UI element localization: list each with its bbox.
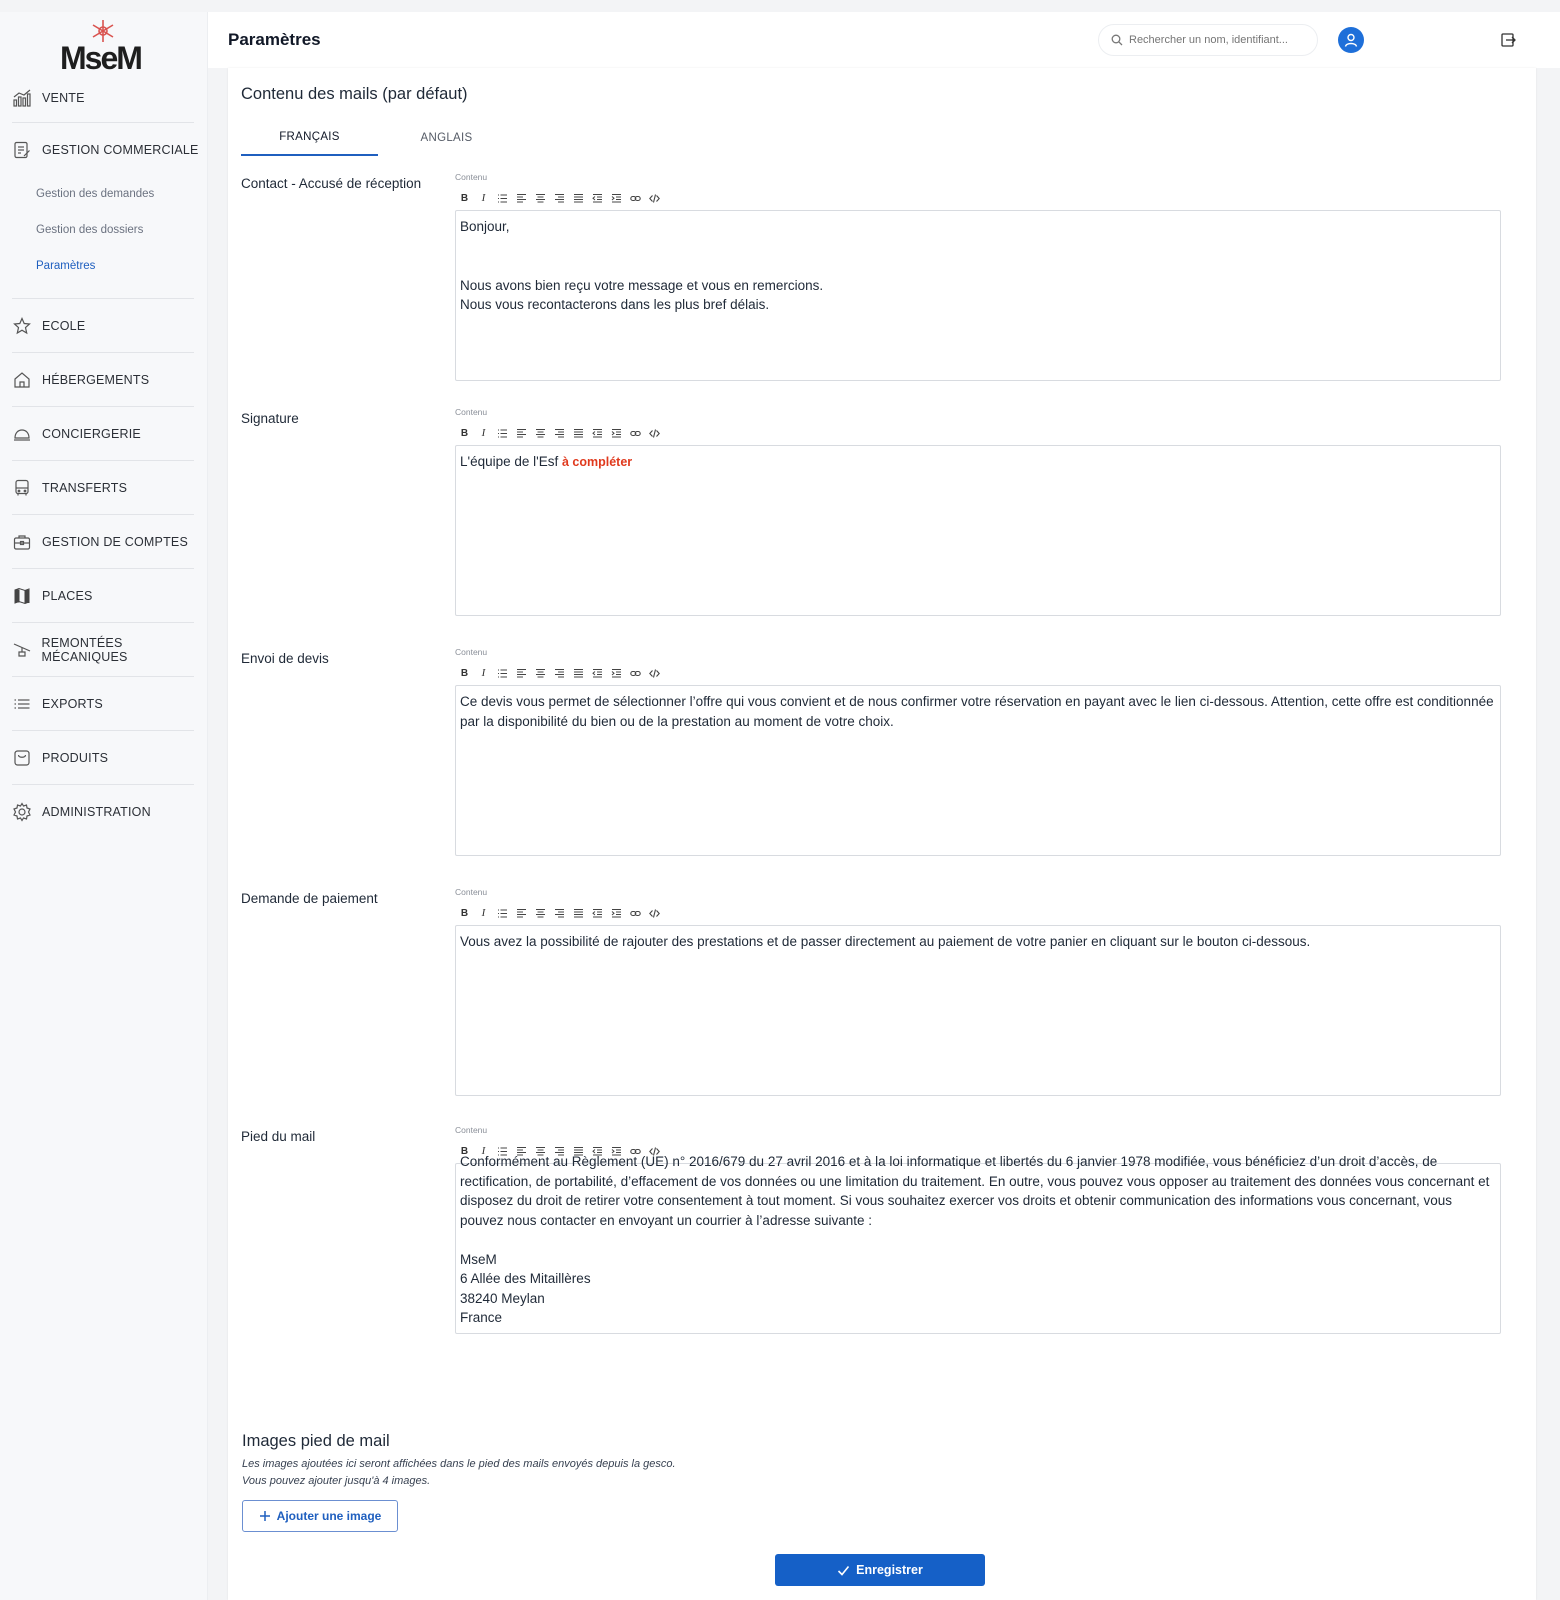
- align-justify-button[interactable]: [569, 665, 588, 681]
- gear-icon: [12, 802, 32, 822]
- home-icon: [12, 370, 32, 390]
- indent-icon: [611, 908, 622, 919]
- link-button[interactable]: [626, 425, 645, 441]
- nav-label: REMONTÉES MÉCANIQUES: [41, 635, 128, 664]
- field-label: Demande de paiement: [241, 891, 378, 906]
- star-icon: [12, 316, 32, 336]
- bold-button[interactable]: B: [460, 907, 469, 919]
- editor-line: Conformément au Règlement (UE) n° 2016/679 du 27 avril 2016 et à la loi informatique et libertés du 6 janvier 1978 modifiée, vous bénéficiez d’un droit d’accès, de: [460, 1154, 1438, 1169]
- list-icon: [12, 694, 32, 714]
- code-icon: [649, 668, 660, 679]
- nav-item-ecole[interactable]: [0, 299, 208, 352]
- code-icon: [649, 193, 660, 204]
- map-icon: [12, 586, 32, 606]
- link-button[interactable]: [626, 905, 645, 921]
- align-left-icon: [516, 428, 527, 439]
- italic-button[interactable]: I: [481, 907, 486, 919]
- sub-item-parametres[interactable]: Paramètres: [36, 260, 96, 272]
- align-justify-icon: [573, 668, 584, 679]
- editor-line: France: [460, 1310, 503, 1325]
- main-panel: [228, 68, 1536, 1600]
- editor-caption: Contenu: [455, 647, 488, 657]
- link-icon: [630, 668, 641, 679]
- editor-line: Nous vous recontacterons dans les plus bref délais.: [460, 297, 770, 312]
- sub-item-gestion-dossiers[interactable]: Gestion des dossiers: [36, 224, 144, 236]
- outdent-icon: [592, 193, 603, 204]
- outdent-button[interactable]: [588, 665, 607, 681]
- images-desc-line: Les images ajoutées ici seront affichées dans le pied des mails envoyés depuis la gesco.: [242, 1458, 676, 1470]
- editor-line: Bonjour,: [460, 219, 510, 234]
- outdent-button[interactable]: [588, 425, 607, 441]
- indent-button[interactable]: [607, 665, 626, 681]
- bold-button[interactable]: B: [460, 192, 469, 204]
- align-justify-icon: [573, 193, 584, 204]
- nav-label: GESTION COMMERCIALE: [42, 142, 199, 157]
- align-center-button[interactable]: [531, 665, 550, 681]
- search-box[interactable]: [1098, 24, 1318, 56]
- nav-label: EXPORTS: [42, 696, 103, 711]
- bold-button[interactable]: B: [460, 1145, 469, 1157]
- indent-icon: [611, 428, 622, 439]
- code-icon: [649, 428, 660, 439]
- align-right-button[interactable]: [550, 905, 569, 921]
- editor-signature[interactable]: [455, 445, 1501, 616]
- nav-label: CONCIERGERIE: [42, 426, 141, 441]
- align-left-icon: [516, 668, 527, 679]
- editor-pied[interactable]: [455, 1154, 1501, 1334]
- bullet-list-icon: [497, 193, 508, 204]
- nav-label: HÉBERGEMENTS: [42, 372, 150, 387]
- align-left-button[interactable]: [512, 665, 531, 681]
- link-icon: [630, 428, 641, 439]
- field-label: Envoi de devis: [241, 651, 329, 666]
- align-right-icon: [554, 428, 565, 439]
- user-icon: [1343, 32, 1359, 48]
- outdent-icon: [592, 428, 603, 439]
- nav-item-administration[interactable]: [0, 785, 208, 838]
- document-edit-icon: [12, 140, 32, 160]
- align-right-icon: [554, 668, 565, 679]
- save-label: Enregistrer: [856, 1563, 923, 1577]
- align-right-icon: [554, 908, 565, 919]
- shopping-bag-icon: [12, 748, 32, 768]
- align-right-button[interactable]: [550, 425, 569, 441]
- logo[interactable]: [60, 18, 150, 74]
- align-center-icon: [535, 668, 546, 679]
- section-title: Contenu des mails (par défaut): [241, 85, 468, 103]
- nav-label: VENTE: [42, 91, 85, 105]
- align-center-button[interactable]: [531, 905, 550, 921]
- outdent-button[interactable]: [588, 905, 607, 921]
- editor-line: 6 Allée des Mitaillères: [460, 1271, 591, 1286]
- logo-text: MseM: [60, 40, 141, 76]
- field-label: Contact - Accusé de réception: [241, 176, 422, 191]
- code-button[interactable]: [645, 190, 664, 206]
- editor-caption: Contenu: [455, 887, 488, 897]
- nav-item-remontees[interactable]: [0, 623, 208, 676]
- field-label: Pied du mail: [241, 1129, 316, 1144]
- plus-icon: [259, 1510, 271, 1522]
- bullet-list-icon: [497, 428, 508, 439]
- nav-item-conciergerie[interactable]: [0, 407, 208, 460]
- sub-item-gestion-demandes[interactable]: Gestion des demandes: [36, 188, 155, 200]
- align-left-icon: [516, 908, 527, 919]
- align-right-button[interactable]: [550, 190, 569, 206]
- editor-toolbar: [455, 425, 664, 441]
- editor-paiement[interactable]: [455, 925, 1501, 1096]
- align-right-icon: [554, 193, 565, 204]
- nav-label: PLACES: [42, 588, 93, 603]
- nav-item-transferts[interactable]: [0, 461, 208, 514]
- link-icon: [630, 908, 641, 919]
- service-bell-icon: [12, 424, 32, 444]
- list-button[interactable]: [493, 665, 512, 681]
- nav-label: PRODUITS: [42, 750, 109, 765]
- indent-button[interactable]: [607, 905, 626, 921]
- editor-caption: Contenu: [455, 407, 488, 417]
- editor-text: L'équipe de l'Esf: [460, 454, 559, 469]
- editor-line: MseM: [460, 1251, 497, 1267]
- images-section-title: Images pied de mail: [242, 1432, 390, 1450]
- align-center-icon: [535, 193, 546, 204]
- editor-contact[interactable]: [455, 210, 1501, 381]
- add-image-button[interactable]: [242, 1500, 398, 1532]
- search-input[interactable]: [1129, 34, 1309, 46]
- tab-anglais[interactable]: ANGLAIS: [420, 132, 473, 144]
- nav-label: ECOLE: [42, 318, 86, 333]
- user-avatar[interactable]: [1338, 27, 1364, 53]
- language-tabs: [241, 120, 515, 156]
- nav-item-gestion-commerciale[interactable]: [0, 123, 208, 176]
- ski-lift-icon: [12, 640, 32, 660]
- page-title: Paramètres: [228, 30, 321, 49]
- images-description: [242, 1456, 676, 1490]
- nav-label: GESTION DE COMPTES: [42, 534, 188, 549]
- italic-button[interactable]: I: [481, 667, 486, 679]
- editor-line: Nous avons bien reçu votre message et vous en remercions.: [460, 277, 824, 293]
- outdent-icon: [592, 908, 603, 919]
- list-button[interactable]: [493, 905, 512, 921]
- editor-line: 38240 Meylan: [460, 1290, 545, 1306]
- italic-button[interactable]: I: [481, 192, 486, 204]
- editor-text: Vous avez la possibilité de rajouter des prestations et de passer directement au paiement de votre panier en cliquant sur le bouton ci-dessous.: [460, 934, 1311, 949]
- bullet-list-icon: [497, 668, 508, 679]
- bus-icon: [12, 478, 32, 498]
- add-image-label: Ajouter une image: [276, 1509, 382, 1523]
- nav-item-exports[interactable]: [0, 677, 208, 730]
- editor-caption: Contenu: [455, 1125, 488, 1135]
- logout-icon[interactable]: [1500, 32, 1516, 48]
- nav-item-produits[interactable]: [0, 731, 208, 784]
- outdent-icon: [592, 668, 603, 679]
- nav-item-hebergements[interactable]: [0, 353, 208, 406]
- check-icon: [837, 1564, 850, 1577]
- italic-button[interactable]: I: [481, 1145, 486, 1157]
- placeholder-highlight: à compléter: [562, 455, 633, 469]
- outdent-button[interactable]: [588, 190, 607, 206]
- align-justify-button[interactable]: [569, 905, 588, 921]
- indent-button[interactable]: [607, 190, 626, 206]
- list-button[interactable]: [493, 190, 512, 206]
- link-icon: [630, 193, 641, 204]
- briefcase-icon: [12, 532, 32, 552]
- nav-item-places[interactable]: [0, 569, 208, 622]
- editor-caption: Contenu: [455, 172, 488, 182]
- align-left-button[interactable]: [512, 905, 531, 921]
- code-button[interactable]: [645, 425, 664, 441]
- code-button[interactable]: [645, 665, 664, 681]
- nav-item-gestion-comptes[interactable]: [0, 515, 208, 568]
- align-left-button[interactable]: [512, 425, 531, 441]
- bold-button[interactable]: B: [460, 667, 469, 679]
- nav-label: TRANSFERTS: [42, 480, 128, 495]
- sidebar: [0, 12, 208, 1600]
- indent-icon: [611, 193, 622, 204]
- align-justify-button[interactable]: [569, 425, 588, 441]
- editor-line: rectification, de portabilité, d’effacement de vos données ou une limitation du traitement. En outre, vous pouvez vous opposer au traitement des données vous concernant et disposez du droit de retirer votre consentement à tout moment. Si vous souhaitez exercer vos droits et obtenir communication des informations vous concernant, vous pouvez nous contacter en envoyant un courrier à l’adresse suivante :: [460, 1173, 1490, 1228]
- align-left-button[interactable]: [512, 190, 531, 206]
- save-button[interactable]: [775, 1554, 985, 1586]
- top-bar: [208, 12, 1560, 68]
- search-icon: [1111, 34, 1123, 46]
- editor-toolbar: [455, 190, 664, 206]
- editor-devis[interactable]: [455, 685, 1501, 856]
- field-label: Signature: [241, 411, 299, 426]
- italic-button[interactable]: I: [481, 427, 486, 439]
- bullet-list-icon: [497, 908, 508, 919]
- nav-label: ADMINISTRATION: [42, 804, 151, 819]
- align-left-icon: [516, 193, 527, 204]
- editor-toolbar: [455, 905, 664, 921]
- nav-menu: [0, 74, 208, 838]
- align-center-button[interactable]: [531, 190, 550, 206]
- editor-text: Ce devis vous permet de sélectionner l’offre qui vous convient et de nous confirmer votre réservation en payant avec le lien ci-dessous. Attention, cette offre est conditionnée par la disponibilité du bien ou de la prestation au moment de votre choix.: [460, 694, 1494, 729]
- code-icon: [649, 908, 660, 919]
- align-justify-button[interactable]: [569, 190, 588, 206]
- link-button[interactable]: [626, 665, 645, 681]
- tab-francais[interactable]: FRANÇAIS: [241, 120, 378, 156]
- images-desc-line: Vous pouvez ajouter jusqu'à 4 images.: [242, 1475, 431, 1487]
- align-justify-icon: [573, 908, 584, 919]
- editor-toolbar: [455, 665, 664, 681]
- align-center-icon: [535, 908, 546, 919]
- align-center-icon: [535, 428, 546, 439]
- indent-icon: [611, 668, 622, 679]
- link-button[interactable]: [626, 190, 645, 206]
- code-button[interactable]: [645, 905, 664, 921]
- align-center-button[interactable]: [531, 425, 550, 441]
- indent-button[interactable]: [607, 425, 626, 441]
- list-button[interactable]: [493, 425, 512, 441]
- nav-item-vente[interactable]: [0, 74, 208, 122]
- align-justify-icon: [573, 428, 584, 439]
- bold-button[interactable]: B: [460, 427, 469, 439]
- chart-bar-icon: [12, 88, 32, 108]
- align-right-button[interactable]: [550, 665, 569, 681]
